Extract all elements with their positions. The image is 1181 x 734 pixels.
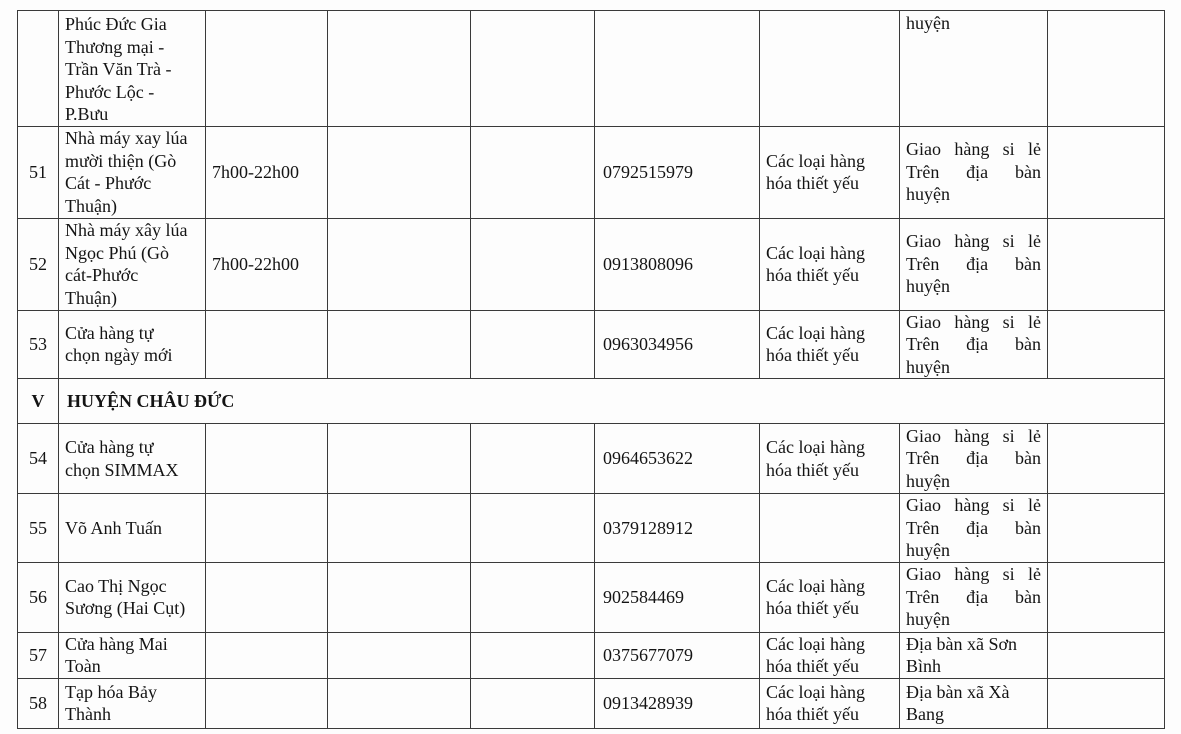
store-name-cell bbox=[59, 494, 206, 563]
goods-line: hóa thiết yếu bbox=[766, 704, 859, 724]
delivery-cell bbox=[900, 424, 1048, 494]
opening-hours-cell bbox=[206, 310, 328, 379]
goods-cell bbox=[760, 11, 900, 127]
goods-line: hóa thiết yếu bbox=[766, 173, 859, 193]
phone-cell: 0379128912 bbox=[595, 494, 760, 563]
delivery-line: Trên địa bàn bbox=[906, 586, 1041, 607]
store-name-line: Thương mại - bbox=[65, 36, 165, 57]
goods-line: hóa thiết yếu bbox=[766, 656, 859, 676]
table-row bbox=[18, 310, 1165, 379]
empty-cell bbox=[1048, 562, 1165, 632]
empty-cell bbox=[328, 126, 471, 218]
opening-hours-cell bbox=[206, 494, 328, 563]
goods-cell bbox=[760, 424, 900, 494]
empty-cell bbox=[471, 11, 595, 127]
delivery-line: Giao hàng si lẻ bbox=[906, 311, 1041, 332]
store-name-line: mười thiện (Gò bbox=[65, 150, 177, 171]
store-name-cell bbox=[59, 310, 206, 379]
row-number: 56 bbox=[18, 562, 59, 632]
empty-cell bbox=[1048, 678, 1165, 728]
goods-cell bbox=[760, 494, 900, 563]
delivery-line: Trên địa bàn bbox=[906, 334, 1041, 354]
store-name-line: Nhà máy xây lúa bbox=[65, 220, 188, 240]
row-number: 55 bbox=[18, 494, 59, 563]
delivery-line: Giao hàng si lẻ bbox=[906, 564, 1041, 585]
empty-cell bbox=[471, 126, 595, 218]
store-name-line: chọn ngày mới bbox=[65, 345, 173, 366]
phone-cell: 0963034956 bbox=[595, 310, 760, 379]
delivery-line: Trên địa bàn bbox=[906, 253, 1041, 274]
delivery-cell bbox=[900, 678, 1048, 728]
opening-hours-cell bbox=[206, 678, 328, 728]
store-name-line: Ngọc Phú (Gò bbox=[65, 242, 169, 263]
section-title: HUYỆN CHÂU ĐỨC bbox=[59, 379, 1165, 424]
empty-cell bbox=[471, 310, 595, 379]
empty-cell bbox=[471, 494, 595, 563]
store-name-line: Cửa hàng tự bbox=[65, 322, 154, 343]
store-name-line: Võ Anh Tuấn bbox=[65, 517, 163, 538]
delivery-cell bbox=[900, 562, 1048, 632]
goods-line: Các loại hàng bbox=[766, 633, 865, 654]
delivery-line: Giao hàng si lẻ bbox=[906, 139, 1041, 160]
store-table bbox=[17, 10, 1165, 729]
phone-cell: 902584469 bbox=[595, 562, 760, 632]
empty-cell bbox=[1048, 126, 1165, 218]
store-name-cell bbox=[59, 218, 206, 310]
opening-hours-cell: 7h00-22h00 bbox=[206, 218, 328, 310]
empty-cell bbox=[471, 218, 595, 310]
table-body bbox=[18, 11, 1165, 729]
empty-cell bbox=[1048, 632, 1165, 678]
row-number: 57 bbox=[18, 632, 59, 678]
goods-cell bbox=[760, 678, 900, 728]
store-name-line: Cửa hàng Mai bbox=[65, 633, 168, 654]
empty-cell bbox=[328, 494, 471, 563]
goods-line: hóa thiết yếu bbox=[766, 459, 859, 480]
table-row bbox=[18, 494, 1165, 563]
empty-cell bbox=[1048, 494, 1165, 563]
phone-cell: 0964653622 bbox=[595, 424, 760, 494]
store-name-line: Sương (Hai Cụt) bbox=[65, 598, 186, 618]
store-name-cell bbox=[59, 678, 206, 728]
store-name-cell bbox=[59, 424, 206, 494]
store-name-line: Toàn bbox=[65, 656, 101, 676]
row-number: 58 bbox=[18, 678, 59, 728]
delivery-line: Bang bbox=[906, 704, 944, 724]
phone-cell bbox=[595, 11, 760, 127]
row-number: 53 bbox=[18, 310, 59, 379]
table-row bbox=[18, 218, 1165, 310]
delivery-cell bbox=[900, 632, 1048, 678]
phone-cell: 0792515979 bbox=[595, 126, 760, 218]
row-number: 54 bbox=[18, 424, 59, 494]
phone-cell: 0913808096 bbox=[595, 218, 760, 310]
delivery-cell bbox=[900, 11, 1048, 127]
goods-cell bbox=[760, 310, 900, 379]
empty-cell bbox=[471, 678, 595, 728]
table-row bbox=[18, 11, 1165, 127]
delivery-cell bbox=[900, 494, 1048, 563]
phone-cell: 0375677079 bbox=[595, 632, 760, 678]
goods-cell bbox=[760, 562, 900, 632]
empty-cell bbox=[328, 11, 471, 127]
store-name-line: Thành bbox=[65, 704, 111, 724]
store-name-line: Phúc Đức Gia bbox=[65, 14, 167, 34]
row-number: 52 bbox=[18, 218, 59, 310]
table-row bbox=[18, 424, 1165, 494]
goods-line: Các loại hàng bbox=[766, 150, 865, 171]
table-row bbox=[18, 678, 1165, 728]
table-row bbox=[18, 632, 1165, 678]
store-name-line: Cửa hàng tự bbox=[65, 437, 154, 457]
delivery-cell bbox=[900, 310, 1048, 379]
table-row bbox=[18, 126, 1165, 218]
delivery-line: Trên địa bàn bbox=[906, 448, 1041, 469]
empty-cell bbox=[328, 218, 471, 310]
store-name-cell bbox=[59, 126, 206, 218]
store-name-line: Tạp hóa Bảy bbox=[65, 681, 157, 702]
goods-line: hóa thiết yếu bbox=[766, 345, 859, 366]
store-name-line: P.Bưu bbox=[65, 104, 109, 124]
store-name-line: Trần Văn Trà - bbox=[65, 59, 172, 79]
goods-line: Các loại hàng bbox=[766, 681, 865, 702]
delivery-line: huyện bbox=[906, 540, 950, 560]
empty-cell bbox=[328, 678, 471, 728]
empty-cell bbox=[1048, 218, 1165, 310]
goods-cell bbox=[760, 218, 900, 310]
store-name-line: Thuận) bbox=[65, 195, 117, 216]
delivery-cell bbox=[900, 126, 1048, 218]
empty-cell bbox=[328, 310, 471, 379]
goods-line: Các loại hàng bbox=[766, 575, 865, 596]
goods-line: Các loại hàng bbox=[766, 437, 865, 457]
empty-cell bbox=[471, 562, 595, 632]
row-number: 51 bbox=[18, 126, 59, 218]
store-name-line: cát-Phước bbox=[65, 265, 139, 285]
store-name-cell bbox=[59, 11, 206, 127]
delivery-line: Bình bbox=[906, 656, 942, 676]
empty-cell bbox=[328, 562, 471, 632]
empty-cell bbox=[1048, 310, 1165, 379]
empty-cell bbox=[1048, 424, 1165, 494]
goods-line: Các loại hàng bbox=[766, 242, 865, 263]
opening-hours-cell bbox=[206, 562, 328, 632]
store-name-line: Thuận) bbox=[65, 287, 117, 308]
opening-hours-cell bbox=[206, 11, 328, 127]
store-name-cell bbox=[59, 562, 206, 632]
delivery-line: huyện bbox=[906, 609, 950, 630]
goods-cell bbox=[760, 126, 900, 218]
empty-cell bbox=[328, 632, 471, 678]
empty-cell bbox=[471, 424, 595, 494]
opening-hours-cell: 7h00-22h00 bbox=[206, 126, 328, 218]
delivery-cell bbox=[900, 218, 1048, 310]
delivery-line: huyện bbox=[906, 184, 950, 205]
store-name-line: Nhà máy xay lúa bbox=[65, 128, 188, 148]
opening-hours-cell bbox=[206, 632, 328, 678]
goods-line: Các loại hàng bbox=[766, 322, 865, 343]
goods-cell bbox=[760, 632, 900, 678]
store-name-line: chọn SIMMAX bbox=[65, 459, 179, 480]
delivery-line: Trên địa bàn bbox=[906, 161, 1041, 182]
goods-line: hóa thiết yếu bbox=[766, 598, 859, 618]
delivery-line: Địa bàn xã Xà bbox=[906, 681, 1010, 702]
opening-hours-cell bbox=[206, 424, 328, 494]
store-name-line: Cát - Phước bbox=[65, 173, 152, 193]
empty-cell bbox=[471, 632, 595, 678]
table-row bbox=[18, 562, 1165, 632]
delivery-line: Giao hàng si lẻ bbox=[906, 495, 1041, 515]
empty-cell bbox=[1048, 11, 1165, 127]
delivery-line: huyện bbox=[906, 470, 950, 491]
store-name-line: Phước Lộc - bbox=[65, 81, 155, 102]
delivery-line: Giao hàng si lẻ bbox=[906, 231, 1041, 252]
row-number bbox=[18, 11, 59, 127]
delivery-line: Giao hàng si lẻ bbox=[906, 425, 1041, 446]
empty-cell bbox=[328, 424, 471, 494]
delivery-line: huyện bbox=[906, 13, 950, 33]
store-name-cell bbox=[59, 632, 206, 678]
delivery-line: huyện bbox=[906, 356, 950, 377]
goods-line: hóa thiết yếu bbox=[766, 265, 859, 285]
section-row bbox=[18, 379, 1165, 424]
delivery-line: huyện bbox=[906, 276, 950, 297]
delivery-line: Trên địa bàn bbox=[906, 517, 1041, 538]
phone-cell: 0913428939 bbox=[595, 678, 760, 728]
section-number: V bbox=[18, 379, 59, 424]
delivery-line: Địa bàn xã Sơn bbox=[906, 633, 1017, 654]
store-name-line: Cao Thị Ngọc bbox=[65, 575, 167, 596]
